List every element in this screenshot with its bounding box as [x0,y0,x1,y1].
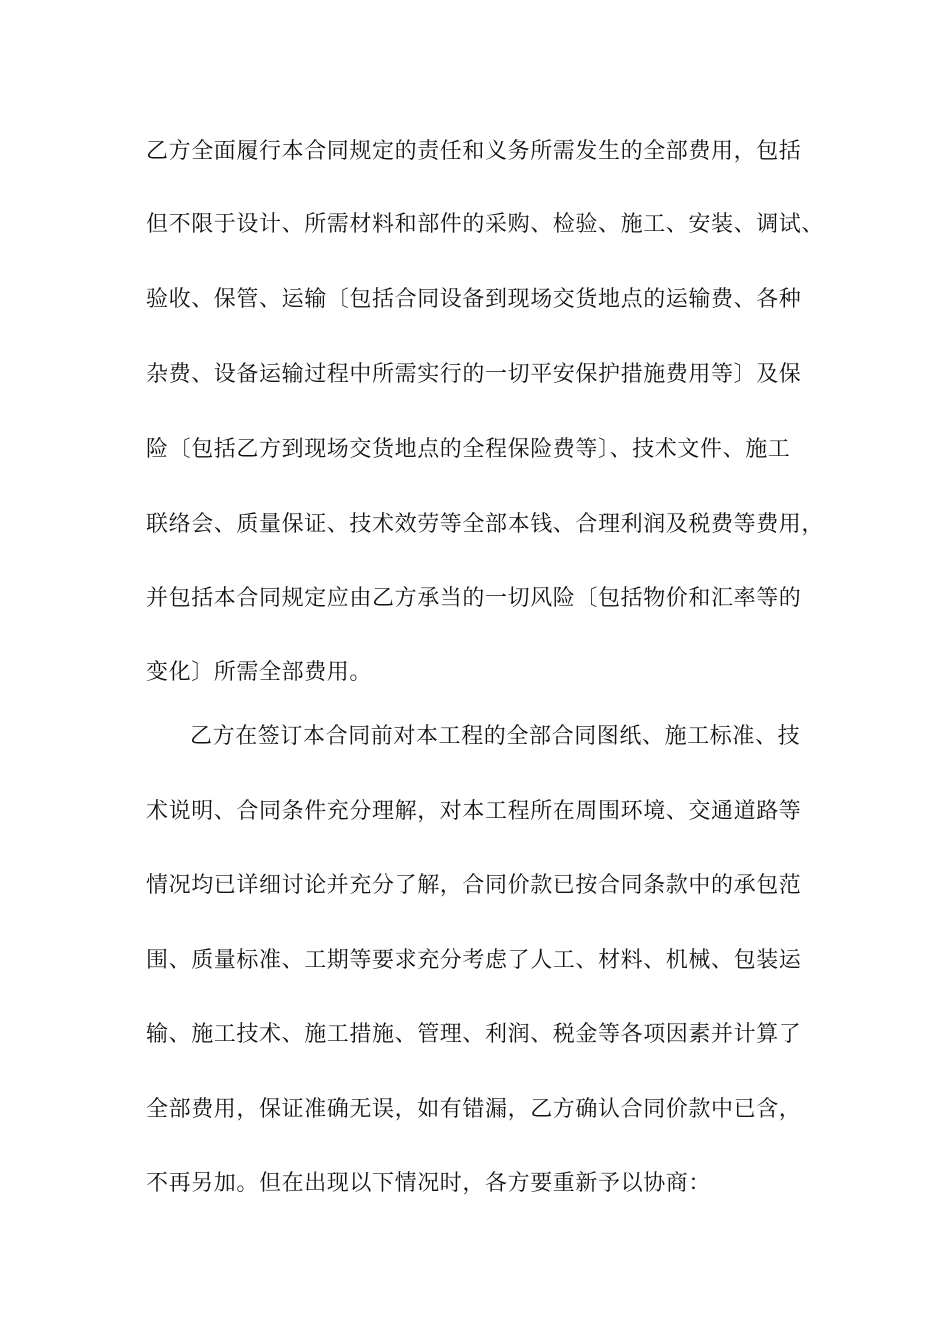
text-line: 术说明、合同条件充分理解，对本工程所在周围环境、交通道路等 [146,799,802,824]
text-line: 全部费用，保证准确无误，如有错漏，乙方确认合同价款中已含， [146,1097,802,1122]
text-line: 险〔包括乙方到现场交货地点的全程保险费等〕、技术文件、施工 [146,437,791,462]
text-line: 情况均已详细讨论并充分了解，合同价款已按合同条款中的承包范 [146,873,802,898]
text-line: 变化〕所需全部费用。 [146,660,373,685]
text-line: 联络会、质量保证、技术效劳等全部本钱、合理利润及税费等费用， [146,512,825,537]
text-line: 不再另加。但在出现以下情况时，各方要重新予以协商： [146,1171,712,1196]
text-line: 输、施工技术、施工措施、管理、利润、税金等各项因素并计算了 [146,1022,802,1047]
text-line: 围、质量标准、工期等要求充分考虑了人工、材料、机械、包装运 [146,948,802,973]
text-line: 验收、保管、运输〔包括合同设备到现场交货地点的运输费、各种 [146,287,802,312]
text-line: 乙方全面履行本合同规定的责任和义务所需发生的全部费用，包括 [146,139,802,164]
text-line: 杂费、设备运输过程中所需实行的一切平安保护措施费用等〕及保 [146,362,802,387]
text-line: 乙方在签订本合同前对本工程的全部合同图纸、施工标准、技 [190,724,801,749]
text-line: 但不限于设计、所需材料和部件的采购、检验、施工、安装、调试、 [146,212,825,237]
text-line: 并包括本合同规定应由乙方承当的一切风险〔包括物价和汇率等的 [146,586,802,611]
